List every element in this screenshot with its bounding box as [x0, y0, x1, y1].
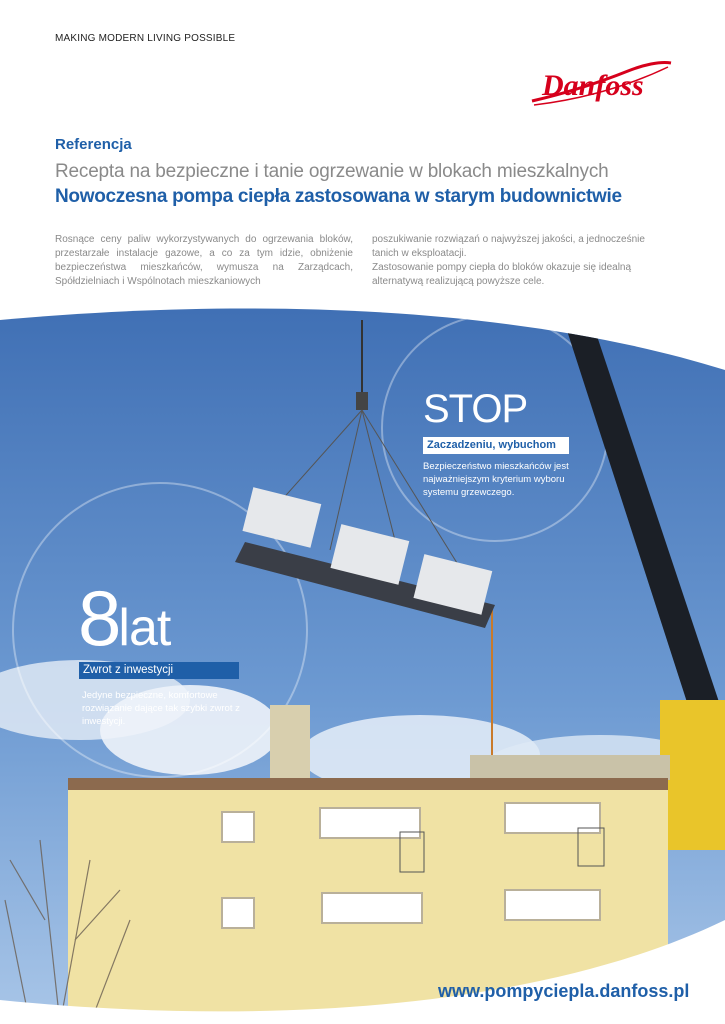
svg-text:Danfoss: Danfoss — [542, 69, 644, 102]
intro-column-1 — [55, 233, 353, 289]
page-subtitle: Nowoczesna pompa ciepła zastosowana w starym budownictwie — [55, 186, 622, 207]
tagline: MAKING MODERN LIVING POSSIBLE — [55, 33, 236, 44]
payback-label: Zwrot z inwestycji — [79, 662, 239, 679]
danfoss-logo — [528, 57, 673, 109]
section-label: Referencja — [55, 136, 132, 153]
footer-url-link[interactable]: www.pompyciepla.danfoss.pl — [438, 981, 690, 1001]
intro-paragraph-1: Rosnące ceny paliw wykorzystywanych do ogrzewania bloków, przestarzałe instalacje gazowe, a co za tym idzie, obniżenie bezpieczeństwa mieszkańców, wymusza na Zarządcach, Spółdzielniach i Wspólnotach mieszkaniowych — [55, 234, 353, 287]
stop-description: Bezpieczeństwo mieszkańców jest najważniejszym kryterium wyboru systemu grzewczego. — [423, 461, 569, 498]
intro-paragraph-3: Zastosowanie pompy ciepła do bloków okazuje się idealną alternatywą realizującą powyższe cele. — [372, 262, 632, 287]
payback-unit: lat — [118, 599, 171, 657]
intro-column-2 — [372, 233, 674, 289]
payback-number: 8 — [78, 574, 119, 662]
page-title: Recepta na bezpieczne i tanie ogrzewanie w blokach mieszkalnych — [55, 161, 609, 182]
payback-heading — [78, 576, 170, 670]
stop-label: Zaczadzeniu, wybuchom — [423, 437, 569, 454]
stop-heading: STOP — [423, 387, 528, 431]
intro-paragraph-2: poszukiwanie rozwiązań o najwyższej jakości, a jednocześnie tanich w eksploatacji. — [372, 234, 645, 259]
payback-description: Jedyne bezpieczne, komfortowe rozwiązanie dające tak szybki zwrot z inwestycji. — [82, 690, 240, 727]
